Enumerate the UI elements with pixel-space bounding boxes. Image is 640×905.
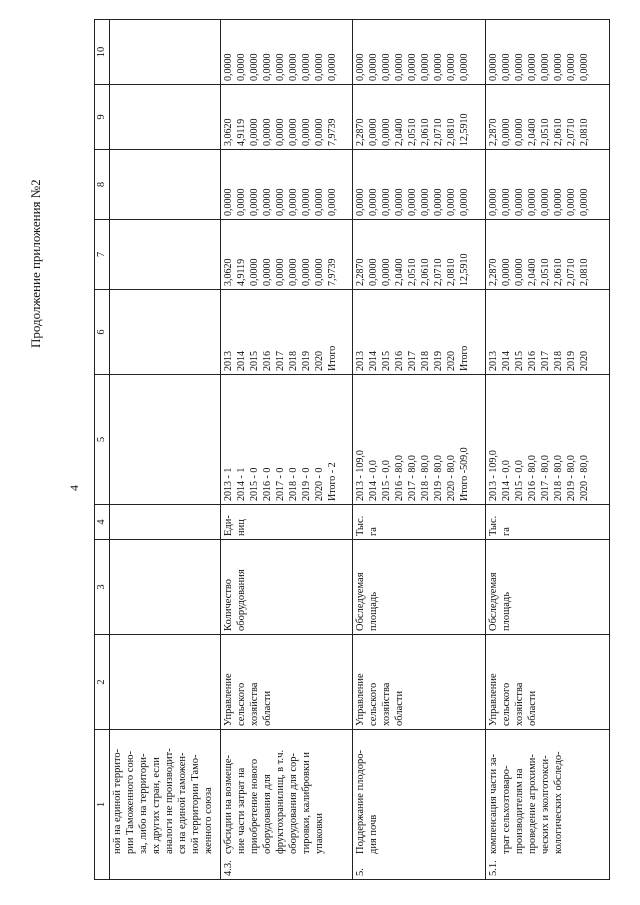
regional-funding-cell-line: 0,0000	[368, 118, 380, 146]
federal-funding-cell-line: 0,0000	[433, 188, 445, 216]
item-name: субсидии на возмеще- ние части затрат на приобретение нового оборудования для фруктохранилищ, в т.ч. оборудования для сор- тировки, калибровки и упаковки	[222, 749, 325, 854]
regional-funding-cell-line: 2,0710	[433, 118, 445, 146]
other-funding-cell-line: 0,0000	[381, 53, 393, 81]
regional-funding-cell	[110, 85, 221, 150]
target-values-cell-line: 2016 - 0	[261, 467, 273, 501]
year-cell-line: 2020	[313, 351, 325, 371]
column-number-7: 7	[95, 220, 110, 290]
other-funding-cell-line: 0,0000	[368, 53, 380, 81]
target-values-cell-line: 2018 - 80,0	[552, 455, 564, 501]
regional-funding-cell-line: 2,0610	[552, 118, 564, 146]
year-cell-line: 2015	[513, 351, 525, 371]
other-funding-cell-line: 0,0000	[446, 53, 458, 81]
target-values-cell-line: 2014 - 0,0	[368, 460, 380, 501]
federal-funding-cell-line: 0,0000	[287, 188, 299, 216]
total-funding-cell-line: 2,0810	[578, 258, 590, 286]
other-funding-cell-line: 0,0000	[222, 53, 234, 81]
federal-funding-cell-line: 0,0000	[513, 188, 525, 216]
year-cell-line: 2014	[235, 351, 247, 371]
federal-funding-cell-line: 0,0000	[407, 188, 419, 216]
item-number	[111, 854, 215, 876]
regional-funding-cell	[220, 85, 353, 150]
federal-funding-cell-line: 0,0000	[487, 188, 499, 216]
federal-funding-cell-line: 0,0000	[394, 188, 406, 216]
total-funding-cell-line: 2,0610	[552, 258, 564, 286]
regional-funding-cell-line: 12,5910	[459, 113, 471, 146]
executor-cell: Управление сельского хозяйства области	[220, 635, 353, 730]
federal-funding-cell-line: 0,0000	[274, 188, 286, 216]
executor-cell: Управление сельского хозяйства области	[485, 635, 609, 730]
regional-funding-cell-line: 0,0000	[313, 118, 325, 146]
regional-funding-cell-line: 2,0810	[446, 118, 458, 146]
item-number: 5.1.	[487, 860, 499, 876]
unit-cell: Тыс. га	[353, 505, 486, 540]
other-funding-cell-line: 0,0000	[420, 53, 432, 81]
column-number-4: 4	[95, 505, 110, 540]
item-name: ной на единой террито- рии Таможенного сою- за, либо на территори- ях других стран, если аналоги не производит- ся на единой таможен- ной территории Тамо- женного союза	[112, 748, 214, 854]
other-funding-cell-line: 0,0000	[578, 53, 590, 81]
rotated-table-wrapper	[94, 20, 610, 880]
regional-funding-cell-line: 0,0000	[500, 118, 512, 146]
target-values-cell	[220, 375, 353, 505]
item-number: 4.3.	[222, 860, 234, 876]
indicator-cell: Обследуемая площадь	[485, 540, 609, 635]
total-funding-cell-line: 4,9119	[235, 258, 247, 286]
year-cell-line: 2020	[446, 351, 458, 371]
regional-funding-cell-line: 2,0610	[420, 118, 432, 146]
total-funding-cell-line: 2,0610	[420, 258, 432, 286]
year-cell-line: Итого	[459, 345, 471, 371]
total-funding-cell-line: 0,0000	[248, 258, 260, 286]
total-funding-cell	[353, 220, 486, 290]
total-funding-cell-line: 0,0000	[274, 258, 286, 286]
target-values-cell-line: 2020 - 80,0	[578, 455, 590, 501]
year-cell-line: 2016	[394, 351, 406, 371]
federal-funding-cell-line: 0,0000	[381, 188, 393, 216]
other-funding-cell-line: 0,0000	[500, 53, 512, 81]
regional-funding-cell-line: 0,0000	[274, 118, 286, 146]
year-cell-line: 2015	[381, 351, 393, 371]
federal-funding-cell-line: 0,0000	[300, 188, 312, 216]
year-cell-line: 2016	[526, 351, 538, 371]
year-cell	[485, 290, 609, 375]
target-values-cell-line: 2014 - 1	[235, 467, 247, 501]
total-funding-cell-line: 2,0810	[446, 258, 458, 286]
other-funding-cell-line: 0,0000	[300, 53, 312, 81]
target-values-cell-line: 2019 - 0	[300, 467, 312, 501]
year-cell-line: 2018	[552, 351, 564, 371]
column-number-8: 8	[95, 150, 110, 220]
other-funding-cell-line: 0,0000	[274, 53, 286, 81]
total-funding-cell-line: 2,0510	[539, 258, 551, 286]
regional-funding-cell-line: 0,0000	[513, 118, 525, 146]
target-values-cell	[485, 375, 609, 505]
target-values-cell-line: 2017 - 80,0	[407, 455, 419, 501]
executor-cell	[110, 635, 221, 730]
regional-funding-cell-line: 2,0510	[539, 118, 551, 146]
total-funding-cell-line: 0,0000	[500, 258, 512, 286]
year-cell-line: 2019	[433, 351, 445, 371]
year-cell-line: 2013	[222, 351, 234, 371]
item-cell	[353, 730, 486, 880]
target-values-cell-line: 2017 - 80,0	[539, 455, 551, 501]
total-funding-cell	[110, 220, 221, 290]
column-number-2: 2	[95, 635, 110, 730]
target-values-cell-line: 2014 - 0,0	[500, 460, 512, 501]
target-values-cell-line: 2013 - 109,0	[355, 450, 367, 501]
total-funding-cell-line: 7,9739	[326, 258, 338, 286]
federal-funding-cell-line: 0,0000	[578, 188, 590, 216]
item-number: 5.	[355, 868, 367, 876]
target-values-cell-line: 2020 - 80,0	[446, 455, 458, 501]
regional-funding-cell-line: 0,0000	[248, 118, 260, 146]
other-funding-cell-line: 0,0000	[459, 53, 471, 81]
other-funding-cell-line: 0,0000	[326, 53, 338, 81]
regional-funding-cell-line: 2,0810	[578, 118, 590, 146]
regional-funding-cell-line: 4,9119	[235, 118, 247, 146]
year-cell-line: 2015	[248, 351, 260, 371]
total-funding-cell-line: 2,0710	[565, 258, 577, 286]
table-row	[353, 20, 486, 880]
year-cell-line: 2020	[578, 351, 590, 371]
year-cell-line: 2017	[539, 351, 551, 371]
regional-funding-cell-line: 2,2870	[487, 118, 499, 146]
column-number-1: 1	[95, 730, 110, 880]
year-cell-line: 2018	[420, 351, 432, 371]
federal-funding-cell-line: 0,0000	[552, 188, 564, 216]
page-number: 4	[67, 485, 81, 491]
regional-funding-cell	[353, 85, 486, 150]
target-values-cell-line: 2018 - 80,0	[420, 455, 432, 501]
other-funding-cell-line: 0,0000	[487, 53, 499, 81]
federal-funding-cell	[220, 150, 353, 220]
other-funding-cell	[110, 20, 221, 85]
regional-funding-cell-line: 0,0000	[300, 118, 312, 146]
target-values-cell-line: 2013 - 109,0	[487, 450, 499, 501]
item-name: Поддержание плодоро- дия почв	[355, 750, 380, 854]
target-values-cell-line: 2015 - 0,0	[381, 460, 393, 501]
regional-funding-cell-line: 0,0000	[261, 118, 273, 146]
year-cell-line: 2017	[407, 351, 419, 371]
year-cell-line: 2014	[368, 351, 380, 371]
total-funding-cell-line: 2,0400	[394, 258, 406, 286]
total-funding-cell-line: 2,0400	[526, 258, 538, 286]
unit-cell: Тыс. га	[485, 505, 609, 540]
year-cell-line: 2019	[565, 351, 577, 371]
year-cell	[353, 290, 486, 375]
table-body	[110, 20, 610, 880]
target-values-cell-line: 2019 - 80,0	[433, 455, 445, 501]
year-cell-line: 2013	[487, 351, 499, 371]
year-cell-line: 2017	[274, 351, 286, 371]
total-funding-cell-line: 0,0000	[287, 258, 299, 286]
other-funding-cell-line: 0,0000	[565, 53, 577, 81]
target-values-cell-line: 2015 - 0,0	[513, 460, 525, 501]
total-funding-cell-line: 2,0510	[407, 258, 419, 286]
regional-funding-cell-line: 2,0710	[565, 118, 577, 146]
federal-funding-cell-line: 0,0000	[313, 188, 325, 216]
table-row	[485, 20, 609, 880]
total-funding-cell-line: 2,0710	[433, 258, 445, 286]
program-table	[94, 19, 610, 880]
target-values-cell-line: 2015 - 0	[248, 467, 260, 501]
total-funding-cell-line: 0,0000	[513, 258, 525, 286]
year-cell-line: 2018	[287, 351, 299, 371]
year-cell-line: 2013	[355, 351, 367, 371]
regional-funding-cell-line: 2,0400	[394, 118, 406, 146]
other-funding-cell-line: 0,0000	[539, 53, 551, 81]
regional-funding-cell-line: 2,2870	[355, 118, 367, 146]
federal-funding-cell-line: 0,0000	[355, 188, 367, 216]
target-values-cell	[353, 375, 486, 505]
unit-cell: Еди- ниц	[220, 505, 353, 540]
column-number-6: 6	[95, 290, 110, 375]
federal-funding-cell	[110, 150, 221, 220]
other-funding-cell-line: 0,0000	[513, 53, 525, 81]
item-cell	[110, 730, 221, 880]
column-number-5: 5	[95, 375, 110, 505]
total-funding-cell	[220, 220, 353, 290]
federal-funding-cell-line: 0,0000	[261, 188, 273, 216]
federal-funding-cell-line: 0,0000	[326, 188, 338, 216]
federal-funding-cell-line: 0,0000	[500, 188, 512, 216]
target-values-cell-line: Итого - 2	[326, 462, 338, 501]
total-funding-cell-line: 2,2870	[355, 258, 367, 286]
other-funding-cell	[353, 20, 486, 85]
total-funding-cell-line: 0,0000	[368, 258, 380, 286]
target-values-cell-line: 2016 - 80,0	[526, 455, 538, 501]
year-cell	[110, 290, 221, 375]
unit-cell	[110, 505, 221, 540]
other-funding-cell-line: 0,0000	[313, 53, 325, 81]
target-values-cell-line: 2013 - 1	[222, 467, 234, 501]
total-funding-cell-line: 0,0000	[261, 258, 273, 286]
federal-funding-cell	[485, 150, 609, 220]
column-number-row	[95, 20, 110, 880]
regional-funding-cell	[485, 85, 609, 150]
table-row	[220, 20, 353, 880]
total-funding-cell-line: 0,0000	[381, 258, 393, 286]
federal-funding-cell-line: 0,0000	[539, 188, 551, 216]
other-funding-cell-line: 0,0000	[394, 53, 406, 81]
federal-funding-cell	[353, 150, 486, 220]
federal-funding-cell-line: 0,0000	[420, 188, 432, 216]
other-funding-cell-line: 0,0000	[355, 53, 367, 81]
other-funding-cell-line: 0,0000	[433, 53, 445, 81]
target-values-cell-line: 2016 - 80,0	[394, 455, 406, 501]
regional-funding-cell-line: 0,0000	[287, 118, 299, 146]
other-funding-cell-line: 0,0000	[287, 53, 299, 81]
other-funding-cell	[485, 20, 609, 85]
federal-funding-cell-line: 0,0000	[235, 188, 247, 216]
indicator-cell	[110, 540, 221, 635]
federal-funding-cell-line: 0,0000	[526, 188, 538, 216]
total-funding-cell-line: 3,0620	[222, 258, 234, 286]
federal-funding-cell-line: 0,0000	[565, 188, 577, 216]
year-cell-line: Итого	[326, 345, 338, 371]
regional-funding-cell-line: 3,0620	[222, 118, 234, 146]
target-values-cell-line: 2018 - 0	[287, 467, 299, 501]
total-funding-cell-line: 2,2870	[487, 258, 499, 286]
federal-funding-cell-line: 0,0000	[446, 188, 458, 216]
regional-funding-cell-line: 2,0400	[526, 118, 538, 146]
item-cell	[220, 730, 353, 880]
total-funding-cell	[485, 220, 609, 290]
regional-funding-cell-line: 7,9739	[326, 118, 338, 146]
column-number-10: 10	[95, 20, 110, 85]
federal-funding-cell-line: 0,0000	[459, 188, 471, 216]
target-values-cell-line: 2019 - 80,0	[565, 455, 577, 501]
target-values-cell-line: Итого -509,0	[459, 447, 471, 501]
item-cell	[485, 730, 609, 880]
executor-cell: Управление сельского хозяйства области	[353, 635, 486, 730]
total-funding-cell-line: 0,0000	[313, 258, 325, 286]
other-funding-cell-line: 0,0000	[235, 53, 247, 81]
column-number-9: 9	[95, 85, 110, 150]
target-values-cell-line: 2020 - 0	[313, 467, 325, 501]
continuation-label: Продолжение приложения №2	[28, 179, 43, 348]
other-funding-cell-line: 0,0000	[407, 53, 419, 81]
federal-funding-cell-line: 0,0000	[368, 188, 380, 216]
column-number-3: 3	[95, 540, 110, 635]
total-funding-cell-line: 12,5910	[459, 253, 471, 286]
table-row	[110, 20, 221, 880]
other-funding-cell	[220, 20, 353, 85]
target-values-cell	[110, 375, 221, 505]
other-funding-cell-line: 0,0000	[552, 53, 564, 81]
indicator-cell: Количество оборудования	[220, 540, 353, 635]
item-name: компенсация части за- трат сельхозтоваро- производителям на проведение агрохими- ческих и эколготокси- кологических обследо-	[487, 751, 564, 854]
year-cell-line: 2019	[300, 351, 312, 371]
federal-funding-cell-line: 0,0000	[248, 188, 260, 216]
year-cell-line: 2016	[261, 351, 273, 371]
year-cell	[220, 290, 353, 375]
regional-funding-cell-line: 0,0000	[381, 118, 393, 146]
target-values-cell-line: 2017 - 0	[274, 467, 286, 501]
indicator-cell: Обследуемая площадь	[353, 540, 486, 635]
regional-funding-cell-line: 2,0510	[407, 118, 419, 146]
total-funding-cell-line: 0,0000	[300, 258, 312, 286]
other-funding-cell-line: 0,0000	[261, 53, 273, 81]
year-cell-line: 2014	[500, 351, 512, 371]
other-funding-cell-line: 0,0000	[526, 53, 538, 81]
federal-funding-cell-line: 0,0000	[222, 188, 234, 216]
other-funding-cell-line: 0,0000	[248, 53, 260, 81]
